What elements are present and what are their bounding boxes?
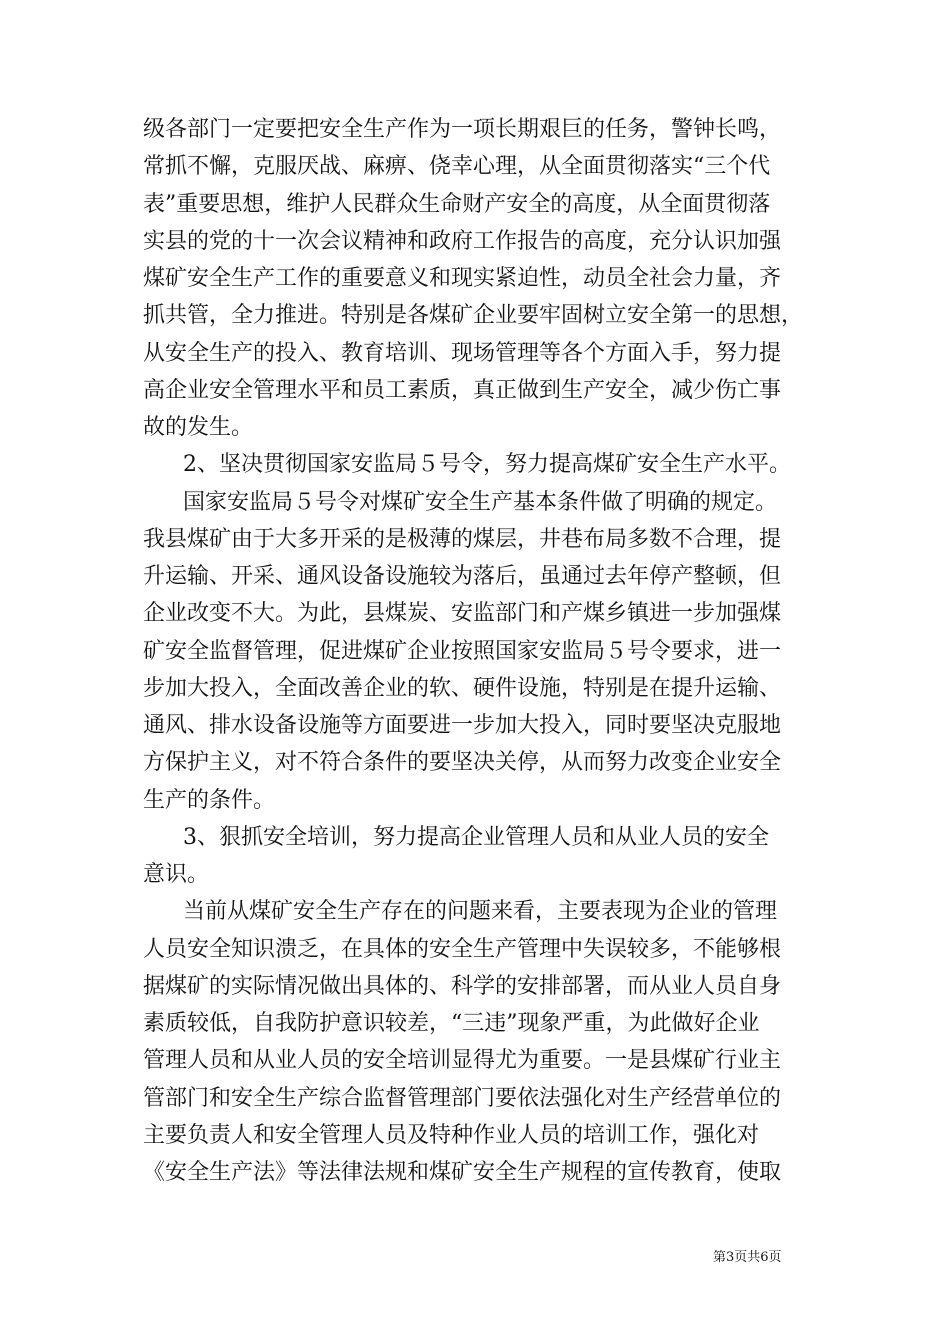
paragraph (143, 484, 823, 819)
text-line: 步加大投入，全面改善企业的软、硬件设施，特别是在提升运输、 (143, 675, 782, 701)
text-line: 《安全生产法》等法律法规和煤矿安全生产规程的宣传教育，使取 (143, 1160, 782, 1185)
text-line: 升运输、开采、通风设备设施较为落后，虽通过去年停产整顿，但 (143, 564, 782, 589)
text-line: 方保护主义，对不符合条件的要坚决关停，从而努力改变企业安全 (143, 750, 782, 776)
text-line: 素质较低，自我防护意识较差，“三违”现象严重，为此做好企业 (143, 1011, 760, 1036)
paragraph (143, 111, 823, 446)
text-line: 从安全生产的投入、教育培训、现场管理等各个方面入手，努力提 (143, 340, 782, 366)
text-line: 表”重要思想，维护人民群众生命财产安全的高度，从全面贯彻落 (143, 191, 771, 217)
text-line: 管理人员和从业人员的安全培训显得尤为重要。一是县煤矿行业主 (143, 1048, 782, 1074)
text-line: 据煤矿的实际情况做出具体的、科学的安排部署，而从业人员自身 (143, 973, 782, 999)
paragraph (143, 446, 823, 483)
text-line: 当前从煤矿安全生产存在的问题来看，主要表现为企业的管理 (183, 899, 778, 925)
text-line: 意识。 (143, 862, 210, 887)
text-line: 主要负责人和安全管理人员及特种作业人员的培训工作，强化对 (143, 1122, 760, 1148)
text-line: 我县煤矿由于大多开采的是极薄的煤层，井巷布局多数不合理，提 (143, 526, 782, 552)
text-line: 通风、排水设备设施等方面要进一步加大投入，同时要坚决克服地 (143, 713, 782, 738)
text-line: 2、坚决贯彻国家安监局５号令，努力提高煤矿安全生产水平。 (183, 452, 791, 478)
text-line: 高企业安全管理水平和员工素质，真正做到生产安全，减少伤亡事 (143, 377, 782, 403)
text-line: 实县的党的十一次会议精神和政府工作报告的高度，充分认识加强 (143, 228, 782, 254)
text-line: 矿安全监督管理，促进煤矿企业按照国家安监局５号令要求，进一 (143, 638, 782, 664)
text-line: 煤矿安全生产工作的重要意义和现实紧迫性，动员全社会力量，齐 (143, 266, 782, 291)
paragraph (143, 819, 823, 894)
text-line: 管部门和安全生产综合监督管理部门要依法强化对生产经营单位的 (143, 1085, 782, 1111)
text-line: 国家安监局５号令对煤矿安全生产基本条件做了明确的规定。 (183, 489, 778, 515)
text-line: 抓共管，全力推进。特别是各煤矿企业要牢固树立安全第一的思想， (143, 303, 804, 329)
paragraph (143, 893, 823, 1191)
document-body (143, 111, 823, 1191)
text-line: 企业改变不大。为此，县煤炭、安监部门和产煤乡镇进一步加强煤 (143, 601, 782, 627)
text-line: 生产的条件。 (143, 787, 276, 813)
page-number: 第3页共6页 (713, 1250, 782, 1265)
text-line: 故的发生。 (143, 415, 254, 440)
text-line: 常抓不懈，克服厌战、麻痹、侥幸心理，从全面贯彻落实“三个代 (143, 154, 771, 180)
text-line: 人员安全知识溃乏，在具体的安全生产管理中失误较多，不能够根 (143, 936, 782, 962)
text-line: 级各部门一定要把安全生产作为一项长期艰巨的任务，警钟长鸣， (143, 117, 782, 142)
text-line: 3、狠抓安全培训，努力提高企业管理人员和从业人员的安全 (183, 824, 769, 850)
